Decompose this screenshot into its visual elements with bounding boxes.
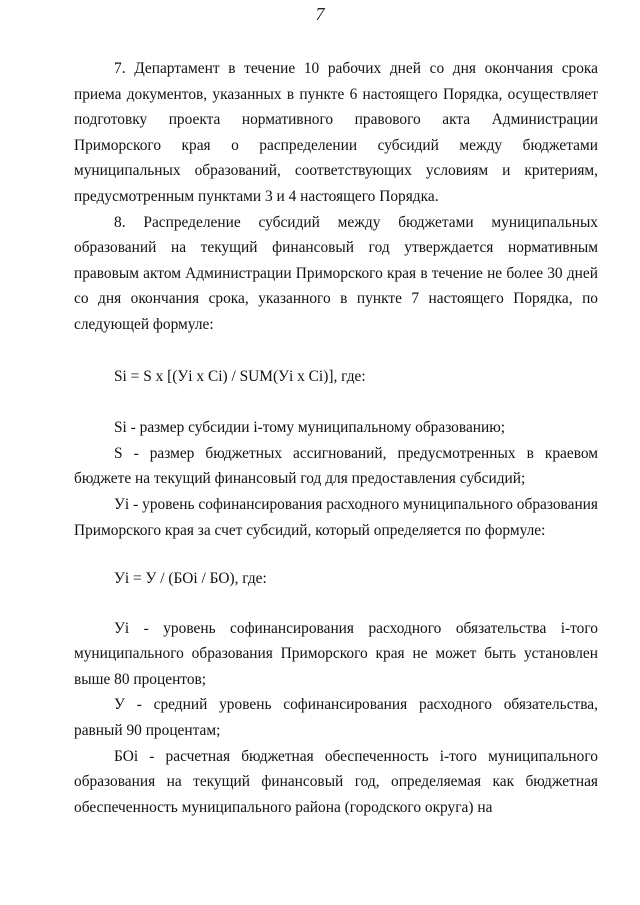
definition-yi-limit: Уi - уровень софинансирования расходного обязательства i-того муниципального образования Приморского края не может быть установлен выше 80 процентов; [74, 619, 598, 688]
spacer [74, 543, 598, 566]
formula-subsidy: Si = S x [(Уi x Ci) / SUM(Уi x Ci)], где: [114, 367, 366, 385]
spacer [74, 592, 598, 616]
spacer [74, 389, 598, 415]
paragraph-8: 8. Распределение субсидий между бюджетами муниципальных образований на текущий финансовый год утверждается нормативным правовым актом Администрации Приморского края в течение не более 30 дней со дня окончания срока, указанного в пункте 7 настоящего Порядка, по следующей формуле: [74, 213, 598, 333]
definition-s: S - размер бюджетных ассигнований, предусмотренных в краевом бюджете на текущий финансовый год для предоставления субсидий; [74, 444, 598, 488]
paragraph-7: 7. Департамент в течение 10 рабочих дней со дня окончания срока приема документов, указанных в пункте 6 настоящего Порядка, осуществляет подготовку проекта нормативного правового акта Администрации Приморского края о распределении субсидий между бюджетами муниципальных образований, соответствующих условиям и критериям, предусмотренным пунктами 3 и 4 настоящего Порядка. [74, 60, 598, 205]
definition-boi: БОi - расчетная бюджетная обеспеченность i-того муниципального образования на текущий финансовый год, определяемая как бюджетная обеспеченность муниципального района (городского округа) на [74, 747, 598, 816]
spacer [74, 338, 598, 364]
definition-si: Si - размер субсидии i-тому муниципальному образованию; [114, 419, 506, 437]
formula-cofinancing: Уi = У / (БОi / БО), где: [114, 570, 267, 588]
page-number: 7 [315, 4, 325, 24]
definition-y: У - средний уровень софинансирования расходного обязательства, равный 90 процентам; [74, 696, 598, 740]
document-body [74, 56, 598, 820]
definition-yi: Уi - уровень софинансирования расходного муниципального образования Приморского края за счет субсидий, который определяется по формуле: [74, 495, 598, 539]
